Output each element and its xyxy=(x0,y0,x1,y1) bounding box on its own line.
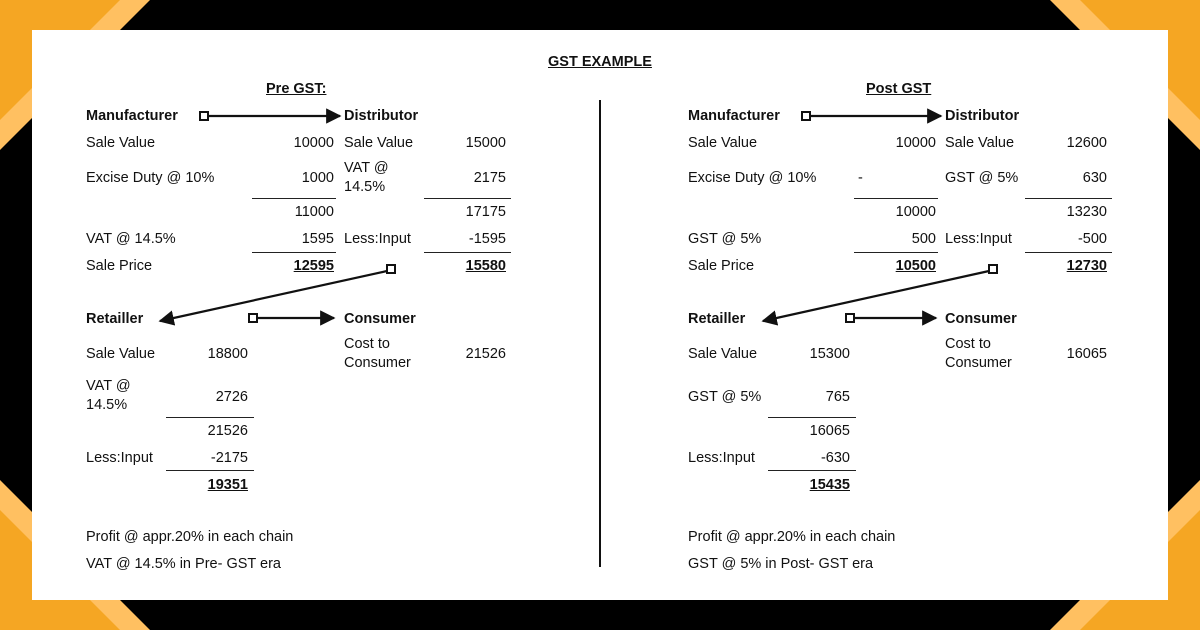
post-distributor-total: 12730 xyxy=(1066,258,1107,274)
post-manufacturer-sale-value-label: Sale Value xyxy=(688,135,758,151)
post-manufacturer-excise-label: Excise Duty @ 10% xyxy=(688,170,817,186)
post-consumer-cost: 16065 xyxy=(1066,346,1107,362)
pre-manufacturer-vat-label: VAT @ 14.5% xyxy=(86,231,176,247)
pre-gst-heading: Pre GST: xyxy=(266,81,327,97)
pre-retailer-less-input: -2175 xyxy=(210,450,248,466)
post-distributor-subtotal: 13230 xyxy=(1066,204,1107,220)
pre-distributor-subtotal: 17175 xyxy=(465,204,506,220)
post-arrow-distributor-retailer xyxy=(763,265,997,321)
pre-manufacturer-excise: 1000 xyxy=(301,170,334,186)
pre-retailer-tax: 2726 xyxy=(215,389,248,405)
pre-manufacturer-vat: 1595 xyxy=(301,231,334,247)
pre-consumer-cost-label: Cost to Consumer xyxy=(344,336,411,371)
post-distributor-tax: 630 xyxy=(1082,170,1107,186)
post-retailer-less-input-label: Less:Input xyxy=(688,450,755,466)
post-distributor-sale-value-label: Sale Value xyxy=(945,135,1015,151)
pre-retailer-sale-value: 18800 xyxy=(207,346,248,362)
pre-note-tax-era: VAT @ 14.5% in Pre- GST era xyxy=(86,556,281,572)
page-title: GST EXAMPLE xyxy=(548,54,652,70)
post-retailer-tax-label: GST @ 5% xyxy=(688,389,762,405)
pre-distributor-sale-value: 15000 xyxy=(465,135,506,151)
pre-distributor-sale-value-label: Sale Value xyxy=(344,135,414,151)
post-manufacturer-sale-price: 10500 xyxy=(895,258,936,274)
pre-retailer-less-input-label: Less:Input xyxy=(86,450,153,466)
flow-arrows xyxy=(32,30,1168,600)
post-manufacturer-sale-value: 10000 xyxy=(895,135,936,151)
pre-retailer-subtotal: 21526 xyxy=(207,423,248,439)
post-retailer-sale-value-label: Sale Value xyxy=(688,346,758,362)
pre-distributor-label: Distributor xyxy=(344,108,419,124)
pre-distributor-tax-label: VAT @ 14.5% xyxy=(344,160,389,195)
pre-retailer-label: Retailler xyxy=(86,311,144,327)
post-distributor-tax-label: GST @ 5% xyxy=(945,170,1019,186)
pre-retailer-sale-value-label: Sale Value xyxy=(86,346,156,362)
post-manufacturer-excise: - xyxy=(858,170,863,186)
pre-consumer-label: Consumer xyxy=(344,311,416,327)
pre-manufacturer-subtotal: 11000 xyxy=(294,204,334,220)
post-note-profit: Profit @ appr.20% in each chain xyxy=(688,529,896,545)
pre-consumer-cost: 21526 xyxy=(465,346,506,362)
pre-manufacturer-sale-price-label: Sale Price xyxy=(86,258,153,274)
pre-distributor-less-input: -1595 xyxy=(468,231,506,247)
pre-manufacturer-label: Manufacturer xyxy=(86,108,178,124)
post-arrow-manufacturer-distributor xyxy=(802,112,941,120)
pre-manufacturer-excise-label: Excise Duty @ 10% xyxy=(86,170,215,186)
post-retailer-subtotal: 16065 xyxy=(809,423,850,439)
post-retailer-sale-value: 15300 xyxy=(809,346,850,362)
pre-arrow-retailer-consumer xyxy=(249,314,334,322)
pre-arrow-distributor-retailer xyxy=(160,265,395,321)
pre-distributor-total: 15580 xyxy=(465,258,506,274)
post-consumer-label: Consumer xyxy=(945,311,1017,327)
post-consumer-cost-label: Cost to Consumer xyxy=(945,336,1012,371)
post-retailer-less-input: -630 xyxy=(820,450,850,466)
pre-retailer-tax-label: VAT @ 14.5% xyxy=(86,378,131,413)
post-distributor-less-input-label: Less:Input xyxy=(945,231,1012,247)
post-retailer-tax: 765 xyxy=(825,389,850,405)
pre-note-profit: Profit @ appr.20% in each chain xyxy=(86,529,294,545)
post-manufacturer-sale-price-label: Sale Price xyxy=(688,258,755,274)
pre-manufacturer-sale-value: 10000 xyxy=(293,135,334,151)
pre-arrow-manufacturer-distributor xyxy=(200,112,340,120)
pre-distributor-tax: 2175 xyxy=(473,170,506,186)
post-retailer-label: Retailler xyxy=(688,311,746,327)
gst-example-card xyxy=(32,30,1168,600)
post-distributor-less-input: -500 xyxy=(1077,231,1107,247)
post-manufacturer-vat: 500 xyxy=(911,231,936,247)
post-distributor-sale-value: 12600 xyxy=(1066,135,1107,151)
post-arrow-retailer-consumer xyxy=(846,314,936,322)
pre-distributor-less-input-label: Less:Input xyxy=(344,231,411,247)
post-retailer-total: 15435 xyxy=(809,477,850,493)
pre-manufacturer-sale-value-label: Sale Value xyxy=(86,135,156,151)
pre-retailer-total: 19351 xyxy=(207,477,248,493)
post-manufacturer-subtotal: 10000 xyxy=(895,204,936,220)
post-note-tax-era: GST @ 5% in Post- GST era xyxy=(688,556,874,572)
pre-manufacturer-sale-price: 12595 xyxy=(293,258,334,274)
post-manufacturer-label: Manufacturer xyxy=(688,108,780,124)
post-manufacturer-vat-label: GST @ 5% xyxy=(688,231,762,247)
post-gst-heading: Post GST xyxy=(866,81,932,97)
post-distributor-label: Distributor xyxy=(945,108,1020,124)
